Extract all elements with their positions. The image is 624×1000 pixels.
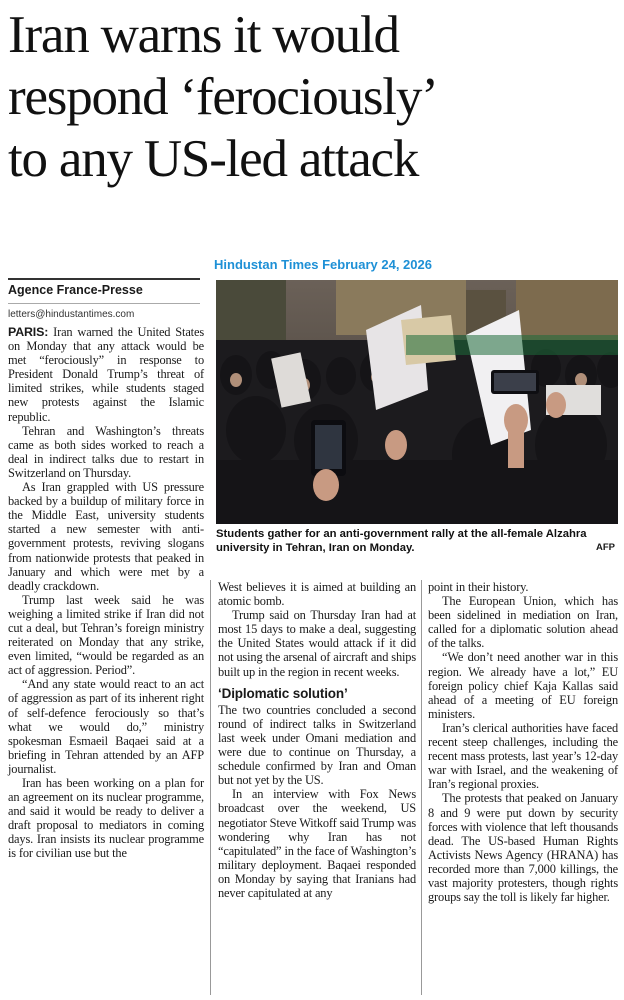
paragraph: Iran’s clerical authorities have faced recent steep challenges, including the recent mass protests, last year’s 12-day war with Israel, and the weakening of Iran’s regional proxies. xyxy=(428,720,618,792)
column-divider xyxy=(210,580,211,995)
headline-line-2: respond ‘ferociously’ xyxy=(8,68,438,126)
dateline: PARIS: xyxy=(8,325,49,339)
paragraph: Tehran and Washington’s threats came as both sides worked to reach a deal in indirect talks due to restart in Switzerland on Thursday. xyxy=(8,423,204,480)
byline-email: letters@hindustantimes.com xyxy=(8,309,135,320)
headline xyxy=(8,4,618,190)
article-column-1 xyxy=(8,325,204,861)
article-column-3 xyxy=(428,580,618,904)
byline xyxy=(8,278,200,320)
lead-paragraph xyxy=(8,325,204,424)
byline-agency: Agence France-Presse xyxy=(8,278,200,304)
paragraph: “And any state would react to an act of aggression as part of its inherent right of self-defence ferociously so that’s what we would do,” ministry spokesman Esmaeil Baqaei said at a briefing in Tehran attended by an AFP journalist. xyxy=(8,677,204,776)
paragraph: “We don’t need another war in this region. We already have a lot,” EU foreign policy chief Kaja Kallas said ahead of a meeting of EU foreign ministers. xyxy=(428,650,618,721)
protest-photo-illustration xyxy=(216,280,618,524)
publication-stamp: Hindustan Times February 24, 2026 xyxy=(214,257,432,272)
column-divider xyxy=(421,580,422,995)
paragraph: As Iran grappled with US pressure backed by a buildup of military force in the Middle East, university students started a new semester with anti-government protests, reviving slogans from nationwide protests that peaked in January and which were met by a deadly crackdown. xyxy=(8,480,204,593)
paragraph: Trump last week said he was weighing a limited strike if Iran did not cut a deal, but Tehran’s foreign ministry reiterated on Monday that any strike, even limited, “would be regarded as an act of aggression. Period”. xyxy=(8,592,204,678)
paragraph: The two countries concluded a second round of indirect talks in Switzerland last week under Omani mediation and were due to continue on Thursday, a schedule confirmed by Iran and Oman but not yet by the US. xyxy=(218,702,416,788)
photo-caption: Students gather for an anti-government rally at the all-female Alzahra university in Tehran, Iran on Monday. xyxy=(216,528,587,554)
headline-line-1: Iran warns it would xyxy=(8,6,399,64)
photo-credit: AFP xyxy=(596,542,615,553)
subheading: ‘Diplomatic solution’ xyxy=(218,685,348,701)
paragraph: The protests that peaked on January 8 and 9 were put down by security forces with violence that left thousands dead. The US-based Human Rights Activists News Agency (HRANA) has recorded more than 7,000 killings, the vast majority protesters, though rights groups say the toll is likely far higher. xyxy=(428,791,618,905)
paragraph-text: Iran warned the United States on Monday that any attack would be met “ferociously” in response to President Donald Trump’s threat of limited strikes, while students staged new protests against the Islamic republic. xyxy=(8,325,204,424)
article-column-2 xyxy=(218,580,416,900)
paragraph: point in their history. xyxy=(428,580,529,594)
paragraph: West believes it is aimed at building an atomic bomb. xyxy=(218,580,416,609)
paragraph: The European Union, which has been sidelined in mediation on Iran, called for a diplomatic solution ahead of the talks. xyxy=(428,594,618,651)
headline-line-3: to any US-led attack xyxy=(8,130,419,188)
paragraph: In an interview with Fox News broadcast over the weekend, US negotiator Steve Witkoff said Trump was wondering why Iran has not “capitulated” in the face of Washington’s military deployment. Baqaei responded on Monday by saying that Iranians had never capitulated at any xyxy=(218,787,416,900)
paragraph: Iran has been working on a plan for an agreement on its nuclear programme, and said it would be ready to deliver a draft proposal to mediators in coming days. Iran insists its nuclear programme is for civilian use but the xyxy=(8,776,204,861)
paragraph: Trump said on Thursday Iran had at most 15 days to make a deal, suggesting the United States would attack if it did not using the arsenal of aircraft and ships built up in the region in recent weeks. xyxy=(218,608,416,679)
news-photo xyxy=(216,280,618,524)
